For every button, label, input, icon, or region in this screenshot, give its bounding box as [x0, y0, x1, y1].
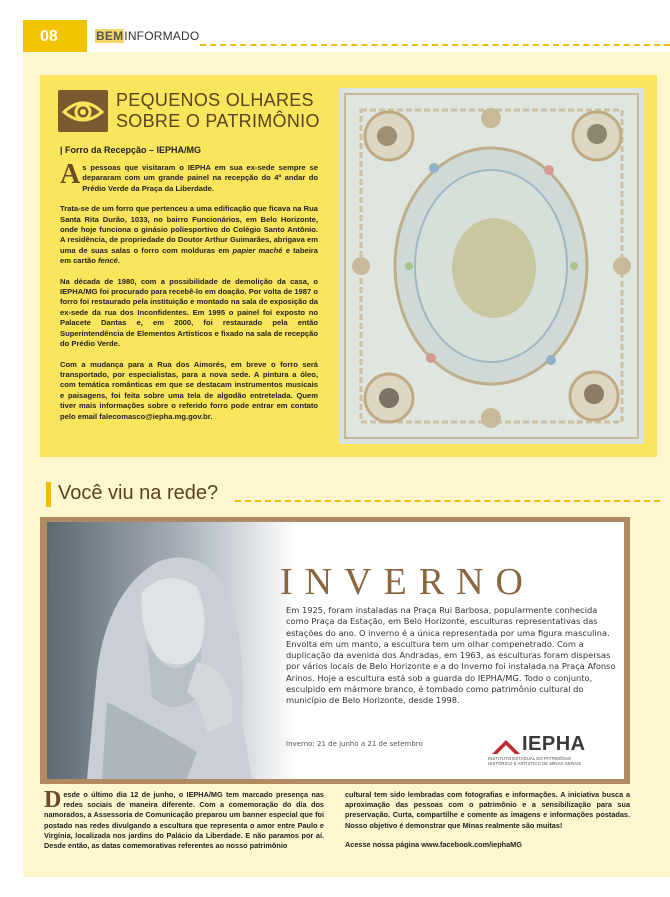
article-paragraph-3: Na década de 1980, com a possibilidade de demolição da casa, o IEPHA/MG foi procurado para recebê-lo em doação. Por volta de 1987 o forro foi restaurado pela instituição e montado na sala de exposição da ex-sede da rua dos Inconfidentes. Em 1995 o painel foi exposto no Palacete Dantas e, em 2000, foi restaurado pela então Superintendência de Elementos Artísticos e fixado na sala de recepção do Prédio Verde.: [60, 276, 318, 349]
article-p2-italic-1: papier maché: [232, 245, 283, 255]
section-title: Você viu na rede?: [58, 482, 219, 504]
section-marker: [46, 482, 51, 507]
bottom-drop-cap: D: [44, 787, 62, 813]
article-p2-end: .: [117, 256, 120, 266]
iepha-logo-word: IEPHA: [522, 733, 586, 755]
iepha-sub-line-1: INSTITUTO ESTADUAL DO PATRIMÔNIO: [488, 756, 572, 761]
photo-credit: Foto: Israel Drumond: [49, 552, 54, 590]
article-p2-italic-2: fencé: [98, 256, 118, 266]
ceiling-painting-image: [339, 88, 644, 444]
drop-cap: A: [60, 159, 81, 190]
inverno-dates: Inverno: 21 de junho a 21 de setembro: [286, 740, 423, 748]
article-p2-mid: e tabeira em cartão: [60, 245, 318, 266]
inverno-title: INVERNO: [280, 561, 535, 603]
page-number: 08: [23, 20, 87, 52]
bottom-right-paragraph: cultural tem sido lembradas com fotografias e informações. A iniciativa busca a aproximação das pessoas com o patrimônio e a sensibilização para sua preservação. Curta, compartilhe e comente as imagens e informações postadas. Nosso objetivo é demonstrar que Minas realmente são muitas!: [345, 790, 630, 830]
iepha-sub-line-2: HISTÓRICO E ARTÍSTICO DE MINAS GERAIS: [488, 761, 582, 767]
article-paragraph-4: Com a mudança para a Rua dos Aimorés, em breve o forro será transportado, por especialistas, para a nova sede. A pintura a óleo, com temática românticas em que se destacam instrumentos musicais e paisagens, foi feita sobre uma tela de algodão entretelada. Quem tiver mais informações sobre o referido forro pode entrar em contato pelo email falecomasco@iepha.mg.gov.br.: [60, 359, 318, 421]
statue-photo: [47, 522, 297, 779]
inverno-text: Em 1925, foram instaladas na Praça Rui Barbosa, popularmente conhecida como Praça da Estação, em Belo Horizonte, esculturas representativas das estações do ano. O inverno é a única representada por uma figura masculina. Envolta em um manto, a escultura tem um olhar compenetrado. Com a duplicação da avenida dos Andradas, em 1963, as esculturas foram dispersas por vários locais de Belo Horizonte e a do Inverno foi instalada na Praça Afonso Arinos. Hoje a escultura está sob a guarda do IEPHA/MG. Todo o conjunto, esculpido em mármore branco, é tombado como patrimônio cultural do município de Belo Horizonte, desde 1998.: [286, 605, 616, 706]
section-divider: [235, 500, 660, 502]
eye-icon: [58, 90, 108, 132]
brand-logo: [95, 29, 199, 43]
feature-subhead: | Forro da Recepção – IEPHA/MG: [60, 145, 202, 155]
header-divider: [200, 44, 670, 46]
feature-title: PEQUENOS OLHARES SOBRE O PATRIMÔNIO: [116, 90, 320, 131]
article-p2-text: Trata-se de um forro que pertenceu a uma edificação que ficava na Rua Santa Rita Durão, 1033, no bairro Funcionários, em Belo Horizonte, onde hoje funciona o ginásio poliesportivo do Colégio Santo Antônio. A residência, de propriedade do Doutor Arthur Guimarães, abrigava em uma de suas salas o forro com molduras em: [60, 204, 318, 255]
facebook-link[interactable]: Acesse nossa página www.facebook.com/iephaMG: [345, 839, 522, 849]
article-paragraph-1: [60, 159, 318, 194]
brand-part-2: INFORMADO: [124, 29, 200, 43]
bottom-left-text: esde o último dia 12 de junho, o IEPHA/MG tem marcado presença nas redes sociais de maneira diferente. Com a comemoração do dia dos namorados, a Assessoria de Comunicação preparou um banner especial que foi postado nas redes divulgando a escultura que representa o amor entre Paulo e Virgínia, localizada nos jardins do Palácio da Liberdade. E não paramos por aí. Desde então, as datas comemorativas referentes ao nosso patrimônio: [44, 790, 324, 851]
iepha-logo-subtitle: [488, 756, 628, 766]
feature-article: [60, 159, 318, 432]
bottom-column-left: [44, 787, 324, 851]
bottom-column-right: [345, 790, 630, 859]
article-p1-text: s pessoas que visitaram o IEPHA em sua ex-sede sempre se depararam com um grande painel na recepção do 4º andar do Prédio Verde da Praça da Liberdade.: [82, 163, 318, 193]
brand-part-1: BEM: [96, 29, 124, 43]
article-paragraph-2: [60, 204, 318, 266]
